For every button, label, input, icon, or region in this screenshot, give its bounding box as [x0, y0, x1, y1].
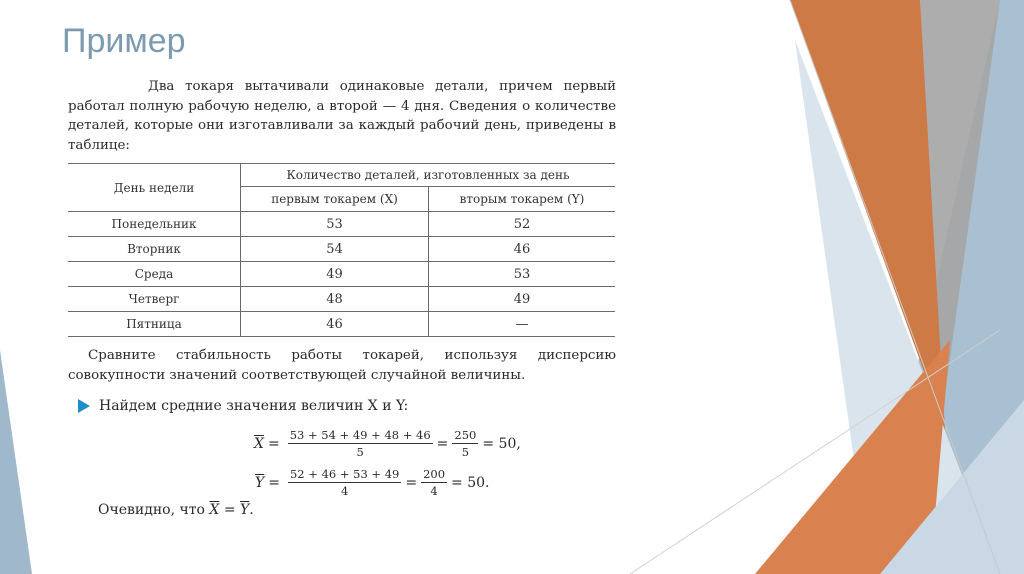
table-row: [68, 287, 615, 312]
parts-table: [68, 163, 615, 337]
table-row: [68, 262, 615, 287]
equals-sign: =: [267, 435, 280, 452]
fraction-numerator: 52 + 46 + 53 + 49: [289, 467, 400, 481]
sum-fraction: [288, 467, 401, 498]
table-row: [68, 237, 615, 262]
conclusion-period: .: [249, 502, 254, 518]
mean-x-symbol: $\overline{X}$: [209, 502, 220, 518]
row-day: Среда: [68, 262, 241, 287]
row-x: 46: [241, 312, 429, 337]
equals-sign: =: [436, 435, 449, 452]
equals-sign: =: [268, 474, 280, 491]
solution-step-text: Найдем средние значения величин X и Y:: [99, 398, 409, 414]
table-row: [68, 212, 615, 237]
table-header-row: [68, 164, 615, 187]
row-y: 53: [429, 262, 616, 287]
total-fraction: [452, 428, 478, 459]
header-x: первым токарем (X): [241, 187, 429, 212]
row-y: —: [429, 312, 616, 337]
left-blue-shape: [0, 350, 32, 574]
equals-sign: =: [405, 474, 418, 491]
fraction-numerator: 250: [454, 428, 477, 442]
mean-x-symbol: $\overline{X}$: [254, 435, 264, 452]
problem-question: Сравните стабильность работы токарей, используя дисперсию совокупности значений соответствующей случайной величины.: [68, 348, 616, 383]
fraction-denominator: 4: [341, 484, 349, 498]
row-x: 48: [241, 287, 429, 312]
fraction-denominator: 5: [356, 445, 364, 459]
total-fraction: [421, 467, 447, 498]
row-day: Понедельник: [68, 212, 241, 237]
fraction-denominator: 5: [461, 445, 470, 459]
row-y: 46: [429, 237, 616, 262]
row-y: 49: [429, 287, 616, 312]
fraction-numerator: 200: [423, 467, 446, 481]
solution-step: [78, 398, 408, 414]
conclusion: [98, 502, 254, 518]
conclusion-text: Очевидно, что: [98, 502, 205, 518]
equals-sign: =: [223, 502, 236, 518]
fraction-numerator: 53 + 54 + 49 + 48 + 46: [289, 428, 431, 442]
mean-x-equation: [254, 428, 521, 459]
fraction-denominator: 4: [430, 484, 438, 498]
row-day: Вторник: [68, 237, 241, 262]
row-day: Четверг: [68, 287, 241, 312]
triangle-bullet-icon: [78, 399, 90, 413]
equation-result: = 50.: [451, 474, 490, 491]
mean-y-symbol: $\overline{Y}$: [240, 502, 250, 518]
header-day: День недели: [68, 164, 241, 212]
header-group: Количество деталей, изготовленных за день: [241, 164, 616, 187]
row-x: 54: [241, 237, 429, 262]
sum-fraction: [288, 428, 433, 459]
row-x: 49: [241, 262, 429, 287]
row-x: 53: [241, 212, 429, 237]
problem-intro: Два токаря вытачивали одинаковые детали, причем первый работал полную рабочую неделю, а второй — 4 дня. Сведения о количестве деталей, которые они изготавливали за каждый рабочий день, приведены в таблице:: [68, 79, 616, 153]
equation-result: = 50,: [482, 435, 521, 452]
row-day: Пятница: [68, 312, 241, 337]
slide-title: Пример: [62, 22, 186, 60]
table-row: [68, 312, 615, 337]
row-y: 52: [429, 212, 616, 237]
mean-y-equation: [255, 467, 490, 498]
mean-y-symbol: $\overline{Y}$: [255, 474, 265, 491]
header-y: вторым токарем (Y): [429, 187, 616, 212]
